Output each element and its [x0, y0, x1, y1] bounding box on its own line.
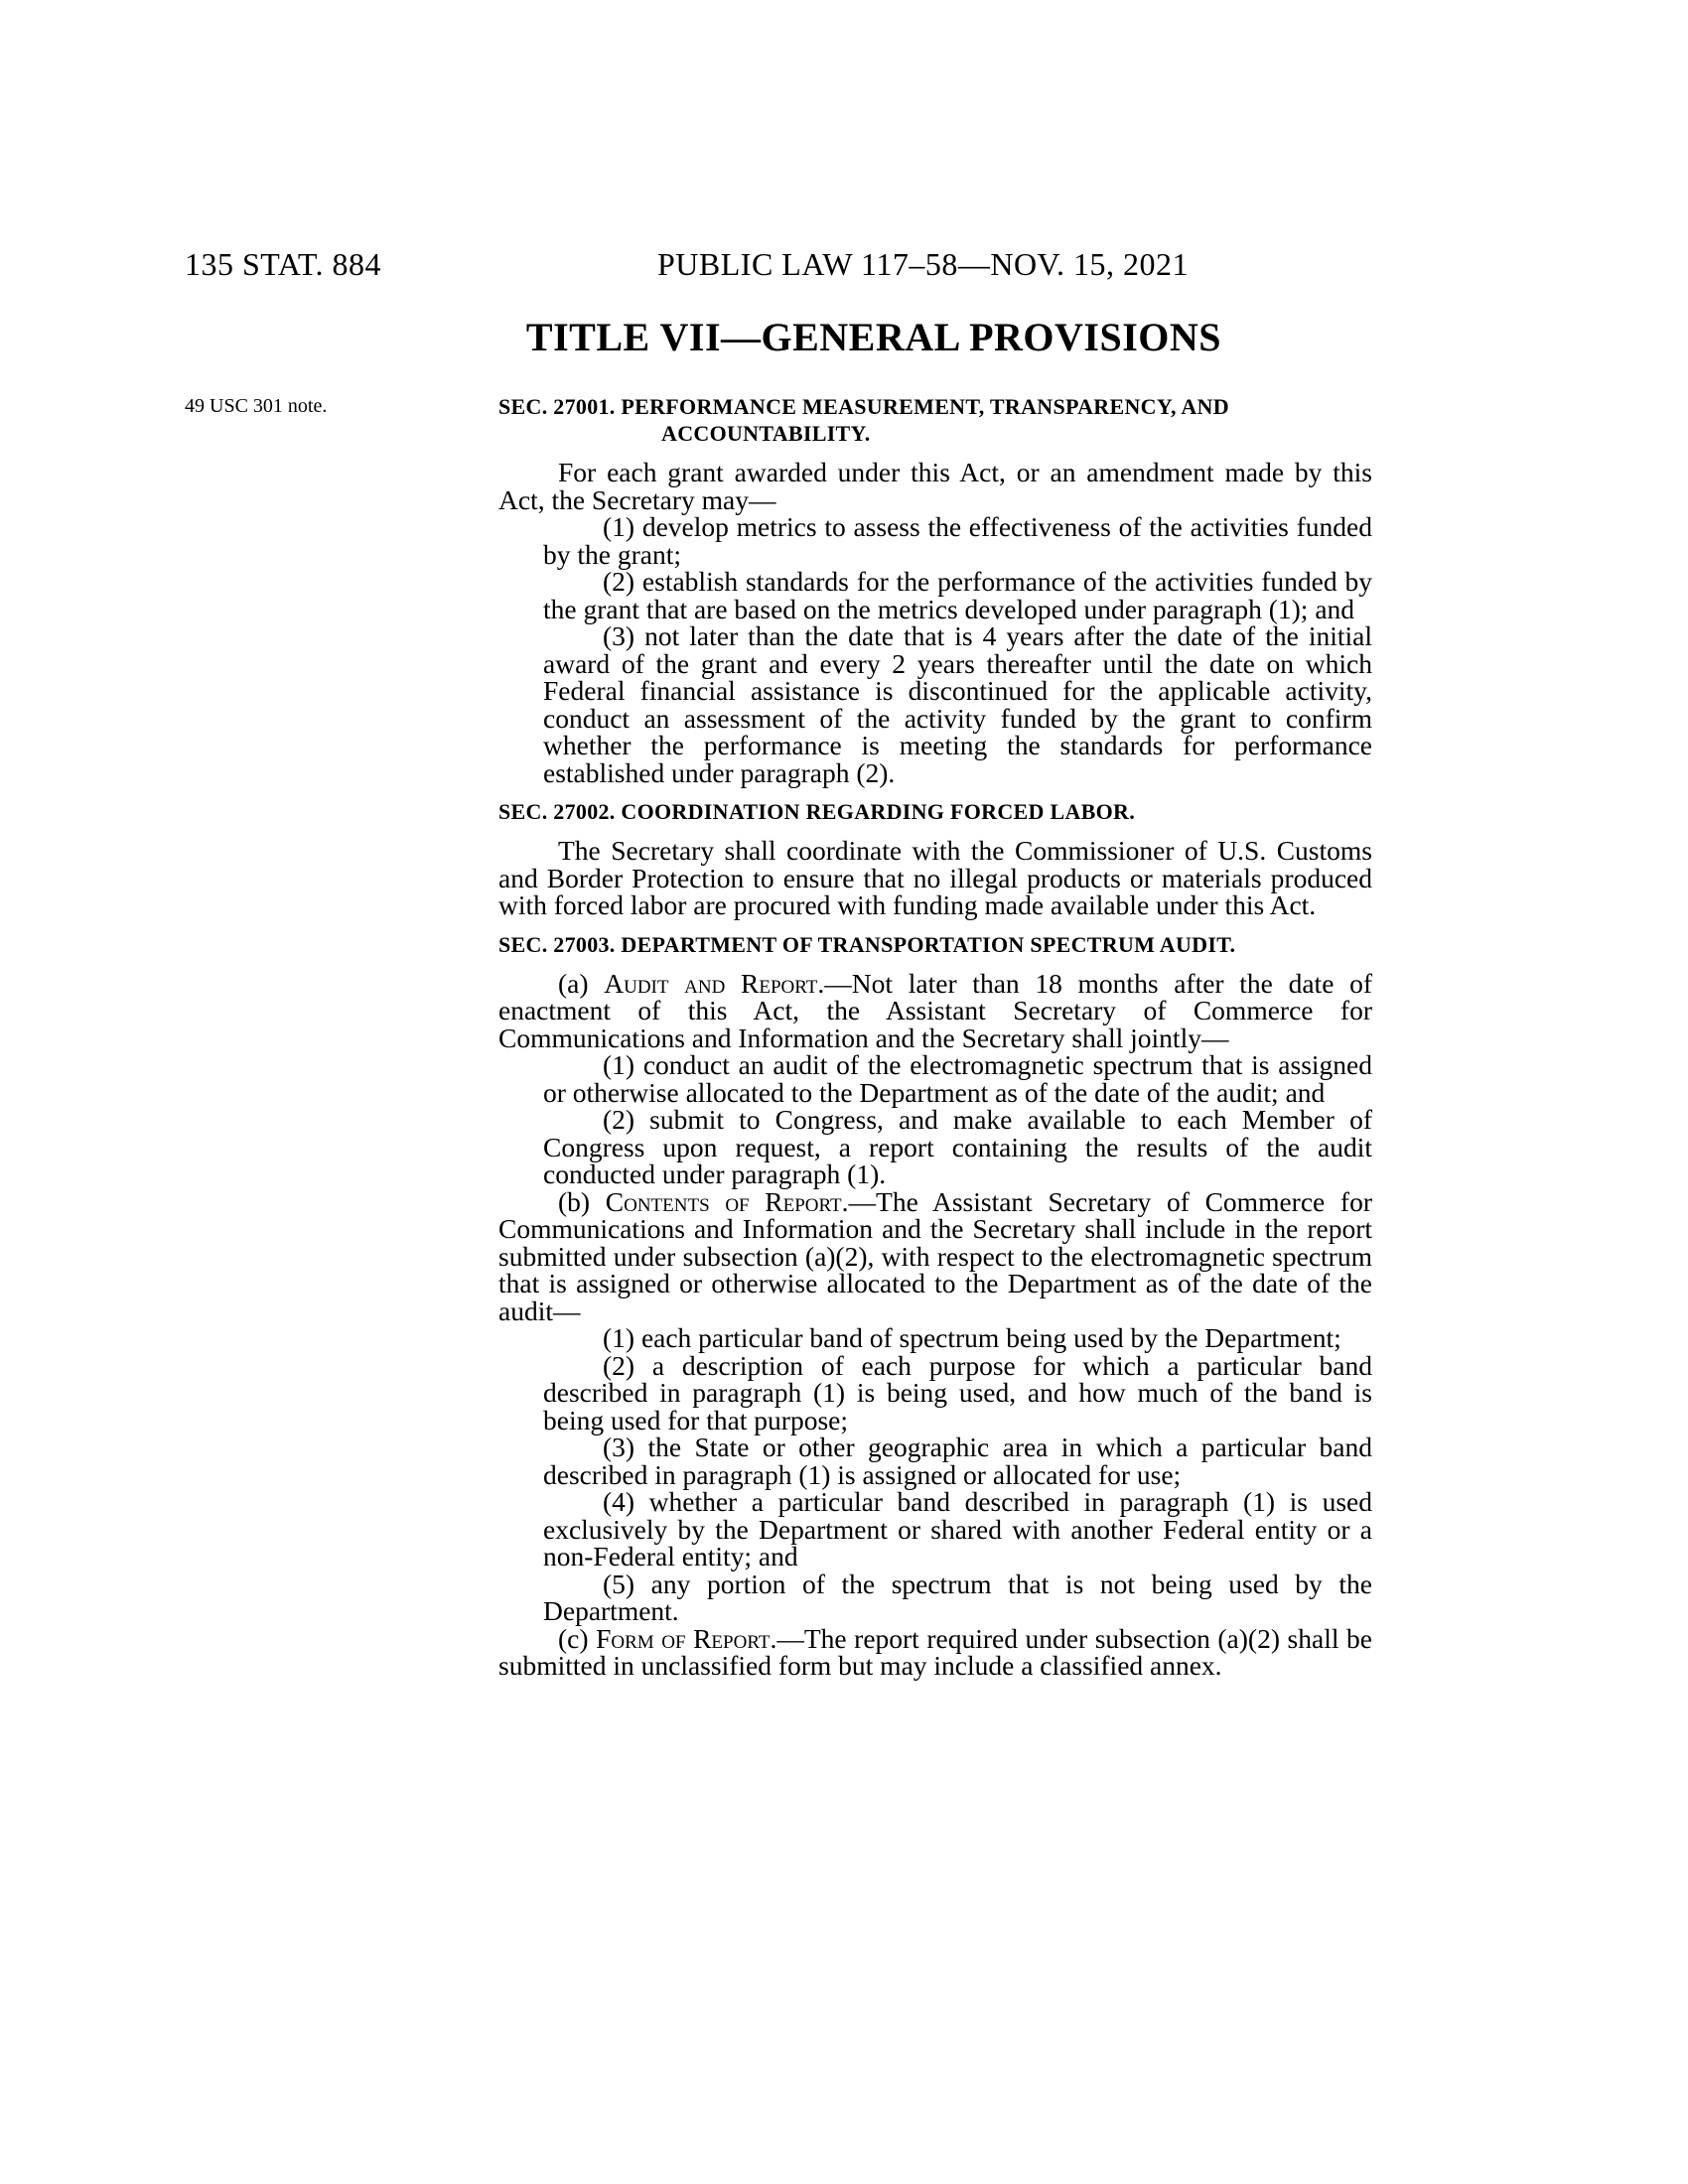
page-header — [0, 246, 1688, 286]
margin-note: 49 USC 301 note. — [185, 395, 328, 417]
subsection-c-label: (c) — [558, 1622, 597, 1654]
section-27002-heading: SEC. 27002. COORDINATION REGARDING FORCED LABOR. — [498, 799, 1136, 824]
section-27001-item-3: (3) not later than the date that is 4 years after the date of the initial award of the grant and every 2 years thereafter until the date on which Federal financial assistance is discontinued for the applicable activity, conduct an assessment of the activity funded by the grant to confirm whether the performance is meeting the standards for performance established under paragraph (2). — [543, 620, 1372, 788]
document-body — [498, 389, 1372, 1680]
subsection-a-text: .—Not later than 18 months after the date of enactment of this Act, the Assistant Secretary of Commerce for Communications and Information and the Secretary shall jointly— — [498, 967, 1373, 1053]
subsection-c-caption: Form of Report — [596, 1622, 771, 1654]
subsection-a-label: (a) — [558, 967, 605, 999]
subsection-b-item-2: (2) a description of each purpose for which a particular band described in paragraph (1) is being used, and how much of the band is being used for that purpose; — [543, 1349, 1372, 1435]
statute-page-number: 135 STAT. 884 — [185, 246, 382, 282]
section-27001-heading-line2: ACCOUNTABILITY. — [661, 421, 871, 446]
section-27001-heading-line1: SEC. 27001. PERFORMANCE MEASUREMENT, TRANSPARENCY, AND — [498, 394, 1229, 419]
subsection-a — [498, 967, 1373, 1053]
subsection-b-item-3: (3) the State or other geographic area in which a particular band described in paragraph (1) is assigned or allocated for use; — [543, 1432, 1372, 1490]
subsection-b-item-1: (1) each particular band of spectrum being used by the Department; — [603, 1322, 1341, 1353]
subsection-b-text: .—The Assistant Secretary of Commerce for Communications and Information and the Secretary shall include in the report submitted under subsection (a)(2), with respect to the electromagnetic spectrum that is assigned or otherwise allocated to the Department as of the date of the audit— — [498, 1185, 1372, 1326]
section-27001-item-1: (1) develop metrics to assess the effectiveness of the activities funded by the grant; — [543, 511, 1372, 570]
subsection-b — [498, 1185, 1372, 1326]
section-27001-item-2: (2) establish standards for the performance of the activities funded by the grant that are based on the metrics developed under paragraph (1); and — [543, 566, 1372, 624]
section-27001-intro: For each grant awarded under this Act, or an amendment made by this Act, the Secretary may— — [498, 457, 1372, 515]
subsection-a-caption: Audit and Report — [604, 967, 818, 999]
subsection-c-text: .—The report required under subsection (a)(2) shall be submitted in unclassified form but may include a classified annex. — [498, 1622, 1372, 1681]
section-27002-text: The Secretary shall coordinate with the Commissioner of U.S. Customs and Border Protection to ensure that no illegal products or materials produced with forced labor are procured with funding made available under this Act. — [498, 835, 1372, 920]
subsection-a-item-1: (1) conduct an audit of the electromagnetic spectrum that is assigned or otherwise allocated to the Department as of the date of the audit; and — [543, 1049, 1372, 1108]
section-27003-heading: SEC. 27003. DEPARTMENT OF TRANSPORTATION SPECTRUM AUDIT. — [498, 931, 1236, 957]
subsection-b-label: (b) — [558, 1185, 606, 1217]
section-27001-heading — [498, 393, 1372, 447]
subsection-a-item-2: (2) submit to Congress, and make available to each Member of Congress upon request, a report containing the results of the audit conducted under paragraph (1). — [543, 1104, 1372, 1189]
subsection-b-caption: Contents of Report — [605, 1185, 842, 1217]
running-head: PUBLIC LAW 117–58—NOV. 15, 2021 — [657, 246, 1190, 282]
subsection-b-item-4: (4) whether a particular band described in paragraph (1) is used exclusively by the Department or shared with another Federal entity or a non-Federal entity; and — [543, 1486, 1372, 1571]
title-heading: TITLE VII—GENERAL PROVISIONS — [525, 315, 1222, 359]
subsection-b-item-5: (5) any portion of the spectrum that is not being used by the Department. — [543, 1568, 1372, 1626]
subsection-c — [498, 1622, 1372, 1681]
